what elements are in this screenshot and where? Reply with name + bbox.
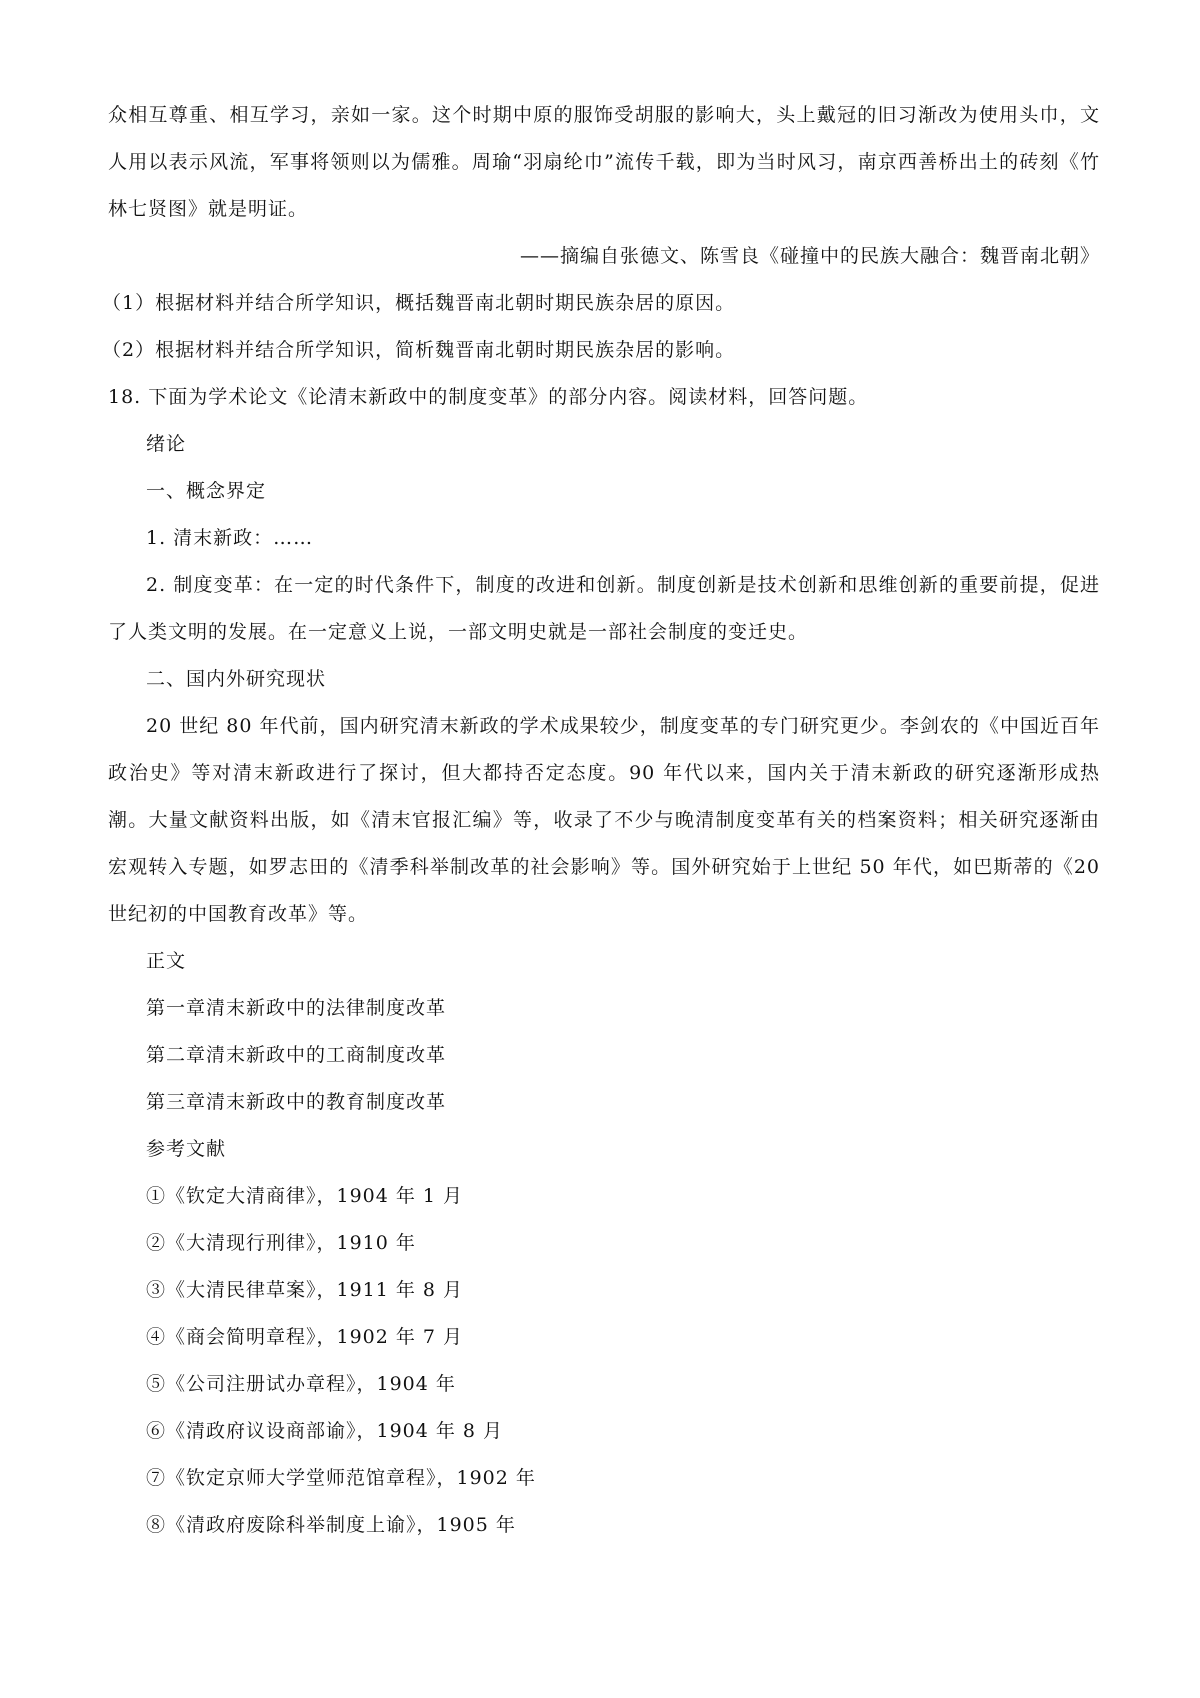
document-page [102,92,1100,1549]
reference-item: ③《大清民律草案》，1911 年 8 月 [146,1279,464,1301]
research-status-paragraph: 20 世纪 80 年代前，国内研究清末新政的学术成果较少，制度变革的专门研究更少。李剑农的《中国近百年政治史》等对清末新政进行了探讨，但大都持否定态度。90 年代以来，国内关于清末新政的研究逐渐形成热潮。大量文献资料出版，如《清末官报汇编》等，收录了不少与晚清制度变革有关的档案资料；相关研究逐渐由宏观转入专题，如罗志田的《清季科举制改革的社会影响》等。国外研究始于上世纪 50 年代，如巴斯蒂的《20 世纪初的中国教育改革》等。 [108,715,1100,925]
intro-heading: 绪论 [146,433,187,455]
reference-item: ④《商会简明章程》，1902 年 7 月 [146,1326,464,1348]
concept-item-2: 2. 制度变革：在一定的时代条件下，制度的改进和创新。制度创新是技术创新和思维创新的重要前提，促进了人类文明的发展。在一定意义上说，一部文明史就是一部社会制度的变迁史。 [108,574,1100,643]
reference-item: ⑤《公司注册试办章程》，1904 年 [146,1373,456,1395]
reference-item: ②《大清现行刑律》，1910 年 [146,1232,416,1254]
reference-list [108,1173,1100,1549]
sub-question-2: （2）根据材料并结合所学知识，简析魏晋南北朝时期民族杂居的影响。 [102,339,736,361]
reference-item: ①《钦定大清商律》，1904 年 1 月 [146,1185,464,1207]
chapter-item: 第三章清末新政中的教育制度改革 [146,1091,447,1113]
reference-item: ⑧《清政府废除科举制度上谕》，1905 年 [146,1514,516,1536]
reference-item: ⑥《清政府议设商部谕》，1904 年 8 月 [146,1420,504,1442]
passage-paragraph: 众相互尊重、相互学习，亲如一家。这个时期中原的服饰受胡服的影响大，头上戴冠的旧习渐改为使用头巾，文人用以表示风流，军事将领则以为儒雅。周瑜“羽扇纶巾”流传千载，即为当时风习，南京西善桥出土的砖刻《竹林七贤图》就是明证。 [108,104,1100,220]
section-heading-research: 二、国内外研究现状 [146,668,327,690]
section-heading-concepts: 一、概念界定 [146,480,267,502]
chapter-item: 第二章清末新政中的工商制度改革 [146,1044,447,1066]
sub-question-1: （1）根据材料并结合所学知识，概括魏晋南北朝时期民族杂居的原因。 [102,292,736,314]
chapter-list [108,985,1100,1126]
chapter-item: 第一章清末新政中的法律制度改革 [146,997,447,1019]
references-heading: 参考文献 [146,1138,227,1160]
source-citation: ——摘编自张德文、陈雪良《碰撞中的民族大融合：魏晋南北朝》 [519,245,1100,267]
reference-item: ⑦《钦定京师大学堂师范馆章程》，1902 年 [146,1467,536,1489]
body-heading: 正文 [146,950,187,972]
concept-item-1: 1. 清末新政：…… [146,527,314,549]
question-18-stem: 18. 下面为学术论文《论清末新政中的制度变革》的部分内容。阅读材料，回答问题。 [108,386,869,408]
